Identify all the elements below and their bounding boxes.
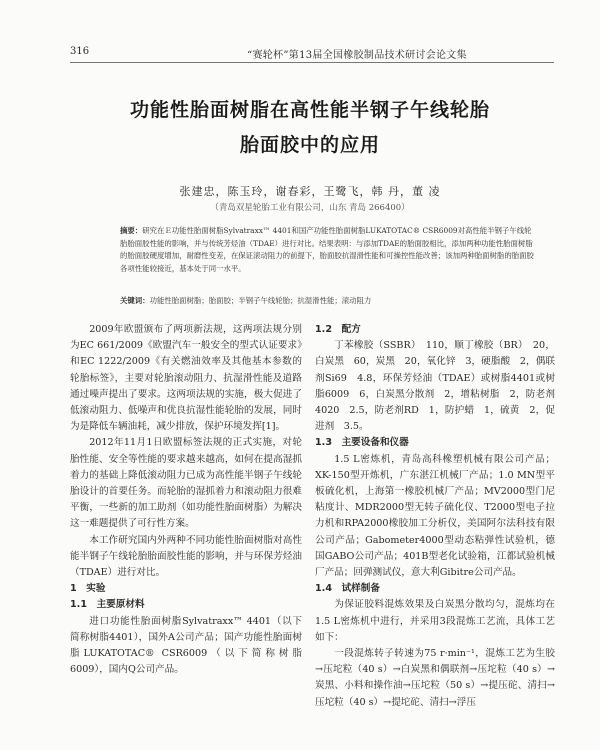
section-heading-equipment: 1.3 主要设备和仪器 <box>315 437 409 449</box>
abstract <box>120 225 535 275</box>
section-heading-experiment: 1 实验 <box>70 583 106 595</box>
keywords-text: 功能性胎面树脂；胎面胶；半钢子午线轮胎；抗湿滑性能；滚动阻力 <box>149 296 372 305</box>
paper-title-line1: 功能性胎面树脂在高性能半钢子午线轮胎 <box>129 99 490 121</box>
running-title: “赛轮杯”第13届全国橡胶制品技术研讨会论文集 <box>247 50 467 61</box>
intro-paragraph-1: 2009年欧盟颁布了两项新法规，这两项法规分别为EC 661/2009《欧盟汽车一般安全的型式认证要求》和EC 1222/2009《有关燃油效率及其他基本参数的轮胎标签》，主要对轮胎滚动阻力、抗湿滑性能及道路通过噪声提出了要求。这两项法规的实施，极大促进了低滚动阻力、低噪声和优良抗湿性能轮胎的发展，同时为是降低车辆油耗，减少排放，保护环境发挥[1]。 <box>70 324 302 433</box>
keywords <box>120 295 535 306</box>
intro-paragraph-3: 本工作研究国内外两种不同功能性胎面树脂对高性能半钢子午线轮胎胎面胶性能的影响，并与环保芳烃油（TDAE）进行对比。 <box>70 534 302 579</box>
page-number: 316 <box>70 46 90 57</box>
running-header <box>70 46 554 60</box>
header-rule <box>70 62 554 63</box>
abstract-text: 研究在Ｅ功能性胎面树脂Sylvatraxx™ 4401和国产功能性胎面树脂LUKATOTAC® CSR6009对高性能半钢子午线轮胎胎面胶性能的影响，并与传统芳烃油（TDAE）进行对比。结果表明：与添加TDAE的胎面胶相比，添加两种功能性胎面树脂的胎面胶硬度增加，耐磨性变差，在保证滚动阻力的前提下，胎面胶抗湿滑性能和可操控性能改善；该加两种胎面树脂的胎面胶各项性能较接近，基本处于同一水平。 <box>120 226 534 273</box>
section-heading-materials: 1.1 主要原材料 <box>70 599 145 611</box>
keywords-label: 关键词： <box>120 296 150 305</box>
materials-paragraph: 进口功能性胎面树脂Sylvatraxx™ 4401（以下简称树脂4401），国外A公司产品；国产功能性胎面树脂LUKATOTAC® CSR6009（以下简称树脂6009），国内Q公司产品。 <box>70 615 302 676</box>
left-column <box>70 322 302 678</box>
paper-title-line2: 胎面胶中的应用 <box>239 134 380 156</box>
affiliation: （青岛双星轮胎工业有限公司，山东 青岛 266400） <box>210 203 410 213</box>
equipment-paragraph: 1.5 L密炼机，青岛高科橡塑机械有限公司产品；XK-150型开炼机，广东湛江机械厂产品；1.0 MN型平板硫化机，上海第一橡胶机械厂产品；MV2000型门尼粘度计、MDR2000型无转子硫化仪、T2000型电子拉力机和RPA2000橡胶加工分析仪，美国阿尔法科技有限公司产品；Gabometer4000型动态粘弹性试验机，德国GABO公司产品；401B型老化试验箱，江都试验机械厂产品；回弹测试仪，意大利Gibitre公司产品。 <box>315 453 555 579</box>
authors: 张建忠，陈玉玲，谢春彩，王鹭飞，韩 丹，董 凌 <box>179 185 441 198</box>
intro-paragraph-2: 2012年11月1日欧盟标签法规的正式实施，对轮胎性能、安全等性能的要求越来越高，如何在提高湿抓着力的基础上降低滚动阻力已成为高性能半钢子午线轮胎设计的首要任务。而轮胎的湿抓着力和滚动阻力很难平衡，一些新的加工助剂（如功能性胎面树脂）为解决这一难题提供了可行性方案。 <box>70 437 302 530</box>
formula-paragraph: 丁苯橡胶（SSBR） 110，顺丁橡胶（BR） 20，白炭黑 60，炭黑 20，氧化锌 3，硬脂酸 2，偶联剂Si69 4.8，环保芳烃油（TDAE）或树脂4401或树脂6009 6，白炭黑分散剂 2，增粘树脂 2，防老剂4020 2.5，防老剂RD 1，防护蜡 1，硫黄 2，促进剂 3.5。 <box>315 340 555 433</box>
section-heading-formula: 1.2 配方 <box>315 324 361 335</box>
sample-prep-paragraph: 为保证胶料混炼效果及白炭黑分散均匀，混炼均在1.5 L密炼机中进行，并采用3段混炼工艺流，具体工艺如下： <box>315 599 555 643</box>
mixing-process-paragraph: 一段混炼转子转速为75 r·min⁻¹，混炼工艺为生胶→压坨粒（40 s）→白炭黑和偶联剂→压坨粒（40 s）→炭黑、小料和操作油→压坨粒（50 s）→提压砣、清扫→压坨粒（40 s）→提坨砣、清扫→浮压 <box>315 648 555 708</box>
section-heading-sample-prep: 1.4 试样制备 <box>315 583 380 595</box>
abstract-label: 摘要： <box>120 226 143 235</box>
right-column <box>315 322 555 711</box>
